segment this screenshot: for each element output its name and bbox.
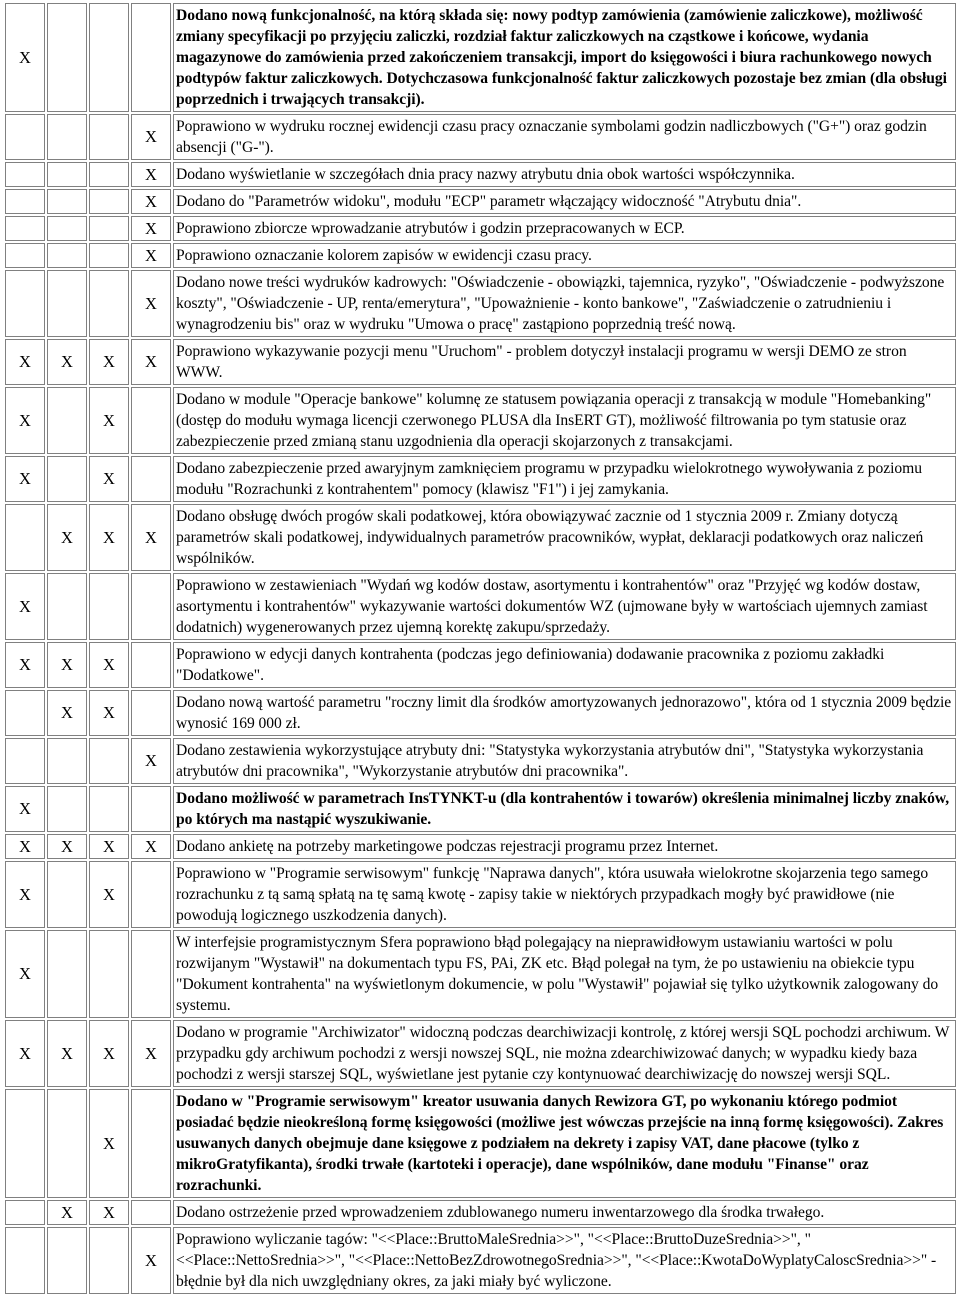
mark-cell-col-2 xyxy=(47,216,87,241)
change-description: Dodano wyświetlanie w szczegółach dnia pracy nazwy atrybutu dnia obok wartości współczynnika. xyxy=(173,162,956,187)
mark-cell-col-4 xyxy=(131,1089,171,1198)
changelog-row xyxy=(5,1227,956,1294)
mark-cell-col-1 xyxy=(5,243,45,268)
mark-cell-col-4: X xyxy=(131,189,171,214)
mark-cell-col-2 xyxy=(47,114,87,160)
mark-cell-col-2 xyxy=(47,786,87,832)
mark-cell-col-2 xyxy=(47,573,87,640)
mark-cell-col-3: X xyxy=(89,456,129,502)
mark-cell-col-3: X xyxy=(89,339,129,385)
mark-cell-col-2 xyxy=(47,1089,87,1198)
mark-cell-col-1 xyxy=(5,1200,45,1225)
mark-cell-col-2 xyxy=(47,243,87,268)
mark-cell-col-4 xyxy=(131,690,171,736)
change-description: Poprawiono w wydruku rocznej ewidencji czasu pracy oznaczanie symbolami godzin nadliczbowych ("G+") oraz godzin absencji ("G-"). xyxy=(173,114,956,160)
mark-cell-col-4 xyxy=(131,1200,171,1225)
mark-cell-col-1 xyxy=(5,189,45,214)
change-description: Dodano w module "Operacje bankowe" kolumnę ze statusem powiązania operacji z transakcją w module "Homebanking" (dostęp do modułu wymaga licencji czerwonego PLUSA dla InsERT GT), możliwość filtrowania po tym statusie oraz zabezpieczenie przed zmianą stanu uzgodnienia dla operacji skojarzonych z transakcjami. xyxy=(173,387,956,454)
mark-cell-col-2: X xyxy=(47,690,87,736)
mark-cell-col-4 xyxy=(131,861,171,928)
changelog-row xyxy=(5,642,956,688)
mark-cell-col-3 xyxy=(89,1227,129,1294)
mark-cell-col-3 xyxy=(89,162,129,187)
mark-cell-col-2 xyxy=(47,861,87,928)
mark-cell-col-1 xyxy=(5,162,45,187)
mark-cell-col-4: X xyxy=(131,270,171,337)
mark-cell-col-2: X xyxy=(47,1020,87,1087)
changelog-row xyxy=(5,738,956,784)
mark-cell-col-2 xyxy=(47,930,87,1018)
mark-cell-col-1: X xyxy=(5,3,45,112)
mark-cell-col-1 xyxy=(5,216,45,241)
change-description: Dodano nowe treści wydruków kadrowych: "Oświadczenie - obowiązki, tajemnica, ryzyko", "Oświadczenie - podwyższone koszty", "Oświadczenie - UP, renta/emerytura", "Upoważnienie - konto bankowe", "Zaświadczenie o zatrudnieniu i wynagrodzeniu bis" oraz w wydruku "Umowa o pracę" zastąpiono poprzednią treść nową. xyxy=(173,270,956,337)
mark-cell-col-3: X xyxy=(89,690,129,736)
mark-cell-col-1 xyxy=(5,1089,45,1198)
change-description: Dodano zabezpieczenie przed awaryjnym zamknięciem programu w przypadku wielokrotnego wywoływania z poziomu modułu "Rozrachunki z kontrahentem" pomocy (klawisz "F1") i jej zamykania. xyxy=(173,456,956,502)
mark-cell-col-4: X xyxy=(131,504,171,571)
change-description: Dodano zestawienia wykorzystujące atrybuty dni: "Statystyka wykorzystania atrybutów dni", "Statystyka wykorzystania atrybutów dni pracownika", "Wykorzystanie atrybutów dni pracownika". xyxy=(173,738,956,784)
changelog-row xyxy=(5,189,956,214)
changelog-row xyxy=(5,3,956,112)
mark-cell-col-3: X xyxy=(89,861,129,928)
mark-cell-col-2: X xyxy=(47,834,87,859)
mark-cell-col-3 xyxy=(89,189,129,214)
changelog-row xyxy=(5,930,956,1018)
change-description: Poprawiono wyliczanie tagów: "<<Place::BruttoMaleSrednia>>", "<<Place::BruttoDuzeSrednia>>", "<<Place::NettoSrednia>>", "<<Place::NettoBezZdrowotnegoSrednia>>", "<<Place::KwotaDoWyplatyCaloscSrednia>>" - błędnie był dla nich uwzględniany okres, za jaki miały być wyliczone. xyxy=(173,1227,956,1294)
changelog-row xyxy=(5,162,956,187)
change-description: Dodano nową wartość parametru "roczny limit dla środków amortyzowanych jednorazowo", która od 1 stycznia 2009 będzie wynosić 169 000 zł. xyxy=(173,690,956,736)
changelog-row xyxy=(5,387,956,454)
mark-cell-col-4 xyxy=(131,573,171,640)
mark-cell-col-3 xyxy=(89,3,129,112)
change-description: Dodano do "Parametrów widoku", modułu "ECP" parametr włączający widoczność "Atrybutu dnia". xyxy=(173,189,956,214)
change-description: Dodano nową funkcjonalność, na którą składa się: nowy podtyp zamówienia (zamówienie zaliczkowe), możliwość zmiany specyfikacji po przyjęciu zaliczki, rozdział faktur zaliczkowych na cząstkowe i końcowe, wydania magazynowe do zamówienia przed zakończeniem transakcji, import do księgowości i biura rachunkowego nowych podtypów faktur zaliczkowych. Dotychczasowa funkcjonalność faktur zaliczkowych pozostaje bez zmian (dla obsługi poprzednich i trwających transakcji). xyxy=(173,3,956,112)
mark-cell-col-3 xyxy=(89,738,129,784)
mark-cell-col-4 xyxy=(131,642,171,688)
mark-cell-col-2 xyxy=(47,189,87,214)
mark-cell-col-3 xyxy=(89,114,129,160)
mark-cell-col-2 xyxy=(47,387,87,454)
mark-cell-col-1 xyxy=(5,270,45,337)
changelog-row xyxy=(5,339,956,385)
mark-cell-col-2: X xyxy=(47,1200,87,1225)
changelog-body xyxy=(5,3,956,1294)
change-description: Dodano ankietę na potrzeby marketingowe podczas rejestracji programu przez Internet. xyxy=(173,834,956,859)
mark-cell-col-2 xyxy=(47,738,87,784)
change-description: Poprawiono w "Programie serwisowym" funkcję "Naprawa danych", która usuwała wielokrotne skojarzenia tego samego rozrachunku z tą samą spłatą na tę samą kwotę - zapisy takie w niektórych przypadkach mogły być prawidłowe (nie powodują logicznego uszkodzenia danych). xyxy=(173,861,956,928)
mark-cell-col-3 xyxy=(89,930,129,1018)
changelog-row xyxy=(5,456,956,502)
mark-cell-col-3: X xyxy=(89,387,129,454)
mark-cell-col-4: X xyxy=(131,1020,171,1087)
change-description: W interfejsie programistycznym Sfera poprawiono błąd polegający na nieprawidłowym ustawianiu wartości w polu rozwijanym "Wystawił" na dokumentach typu FS, PAi, ZK etc. Błąd polegał na tym, że po ustawieniu na obiekcie typu "Dokument kontrahenta" na wyświetlonym dokumencie, w polu "Wystawił" pojawiał się tylko użytkownik zalogowany do systemu. xyxy=(173,930,956,1018)
mark-cell-col-1: X xyxy=(5,642,45,688)
changelog-table xyxy=(3,1,958,1296)
changelog-row xyxy=(5,270,956,337)
mark-cell-col-3 xyxy=(89,786,129,832)
mark-cell-col-4: X xyxy=(131,216,171,241)
mark-cell-col-1 xyxy=(5,114,45,160)
mark-cell-col-3 xyxy=(89,216,129,241)
change-description: Dodano ostrzeżenie przed wprowadzeniem zdublowanego numeru inwentarzowego dla środka trwałego. xyxy=(173,1200,956,1225)
mark-cell-col-4 xyxy=(131,3,171,112)
changelog-row xyxy=(5,690,956,736)
mark-cell-col-4: X xyxy=(131,114,171,160)
change-description: Dodano obsługę dwóch progów skali podatkowej, która obowiązywać zacznie od 1 stycznia 2009 r. Zmiany dotyczą parametrów skali podatkowej, indywidualnych parametrów pracowników, wypłat, deklaracji podatkowych oraz naliczeń wspólników. xyxy=(173,504,956,571)
changelog-row xyxy=(5,504,956,571)
mark-cell-col-4 xyxy=(131,930,171,1018)
mark-cell-col-3 xyxy=(89,270,129,337)
mark-cell-col-3: X xyxy=(89,1020,129,1087)
mark-cell-col-1 xyxy=(5,738,45,784)
mark-cell-col-3 xyxy=(89,243,129,268)
changelog-row xyxy=(5,834,956,859)
mark-cell-col-1 xyxy=(5,690,45,736)
mark-cell-col-4 xyxy=(131,387,171,454)
change-description: Dodano możliwość w parametrach InsTYNKT-u (dla kontrahentów i towarów) określenia minimalnej liczby znaków, po których ma nastąpić wyszukiwanie. xyxy=(173,786,956,832)
mark-cell-col-4: X xyxy=(131,339,171,385)
mark-cell-col-2 xyxy=(47,162,87,187)
change-description: Poprawiono oznaczanie kolorem zapisów w ewidencji czasu pracy. xyxy=(173,243,956,268)
mark-cell-col-4: X xyxy=(131,162,171,187)
changelog-row xyxy=(5,861,956,928)
mark-cell-col-4: X xyxy=(131,1227,171,1294)
mark-cell-col-2 xyxy=(47,1227,87,1294)
mark-cell-col-1: X xyxy=(5,339,45,385)
mark-cell-col-4 xyxy=(131,456,171,502)
change-description: Dodano w programie "Archiwizator" widoczną podczas dearchiwizacji kontrolę, z której wersji SQL pochodzi archiwum. W przypadku gdy archiwum pochodzi z wersji nowszej SQL, nie można zdearchiwizować danych; w wypadku kiedy baza pochodzi z wersji starszej SQL, wyświetlane jest pytanie czy kontynuować dearchiwizację do nowszej wersji SQL. xyxy=(173,1020,956,1087)
mark-cell-col-1: X xyxy=(5,1020,45,1087)
mark-cell-col-1: X xyxy=(5,786,45,832)
changelog-row xyxy=(5,114,956,160)
mark-cell-col-4: X xyxy=(131,834,171,859)
changelog-row xyxy=(5,1089,956,1198)
mark-cell-col-3: X xyxy=(89,642,129,688)
mark-cell-col-2: X xyxy=(47,504,87,571)
mark-cell-col-4: X xyxy=(131,738,171,784)
change-description: Poprawiono wykazywanie pozycji menu "Uruchom" - problem dotyczył instalacji programu w wersji DEMO ze stron WWW. xyxy=(173,339,956,385)
change-description: Poprawiono zbiorcze wprowadzanie atrybutów i godzin przepracowanych w ECP. xyxy=(173,216,956,241)
changelog-row xyxy=(5,216,956,241)
changelog-row xyxy=(5,786,956,832)
mark-cell-col-1: X xyxy=(5,456,45,502)
mark-cell-col-4: X xyxy=(131,243,171,268)
changelog-row xyxy=(5,243,956,268)
mark-cell-col-3: X xyxy=(89,1089,129,1198)
changelog-row xyxy=(5,1020,956,1087)
mark-cell-col-2 xyxy=(47,3,87,112)
change-description: Poprawiono w zestawieniach "Wydań wg kodów dostaw, asortymentu i kontrahentów" oraz "Przyjęć wg kodów dostaw, asortymentu i kontrahentów" wykazywanie wartości dokumentów WZ (ujmowane były w wartościach ujemnych zamiast dodatnich) wygenerowanych przez ujemną korektę zakupu/sprzedaży. xyxy=(173,573,956,640)
changelog-row xyxy=(5,573,956,640)
mark-cell-col-2 xyxy=(47,456,87,502)
mark-cell-col-2: X xyxy=(47,642,87,688)
change-description: Poprawiono w edycji danych kontrahenta (podczas jego definiowania) dodawanie pracownika z poziomu zakładki "Dodatkowe". xyxy=(173,642,956,688)
mark-cell-col-1: X xyxy=(5,387,45,454)
mark-cell-col-2: X xyxy=(47,339,87,385)
changelog-row xyxy=(5,1200,956,1225)
mark-cell-col-1: X xyxy=(5,930,45,1018)
mark-cell-col-1: X xyxy=(5,573,45,640)
mark-cell-col-1: X xyxy=(5,861,45,928)
mark-cell-col-3: X xyxy=(89,504,129,571)
mark-cell-col-1: X xyxy=(5,834,45,859)
mark-cell-col-3 xyxy=(89,573,129,640)
mark-cell-col-1 xyxy=(5,1227,45,1294)
mark-cell-col-1 xyxy=(5,504,45,571)
mark-cell-col-3: X xyxy=(89,1200,129,1225)
mark-cell-col-4 xyxy=(131,786,171,832)
mark-cell-col-2 xyxy=(47,270,87,337)
change-description: Dodano w "Programie serwisowym" kreator usuwania danych Rewizora GT, po wykonaniu którego podmiot posiadać będzie nieokreśloną formę księgowości (możliwe jest wówczas przejście na inną formę księgowości). Zakres usuwanych danych obejmuje dane księgowe z podziałem na dekrety i zapisy VAT, dane płacowe (tylko z mikroGratyfikanta), środki trwałe (kartoteki i operacje), dane wspólników, dane modułu "Finanse" oraz rozrachunki. xyxy=(173,1089,956,1198)
mark-cell-col-3: X xyxy=(89,834,129,859)
